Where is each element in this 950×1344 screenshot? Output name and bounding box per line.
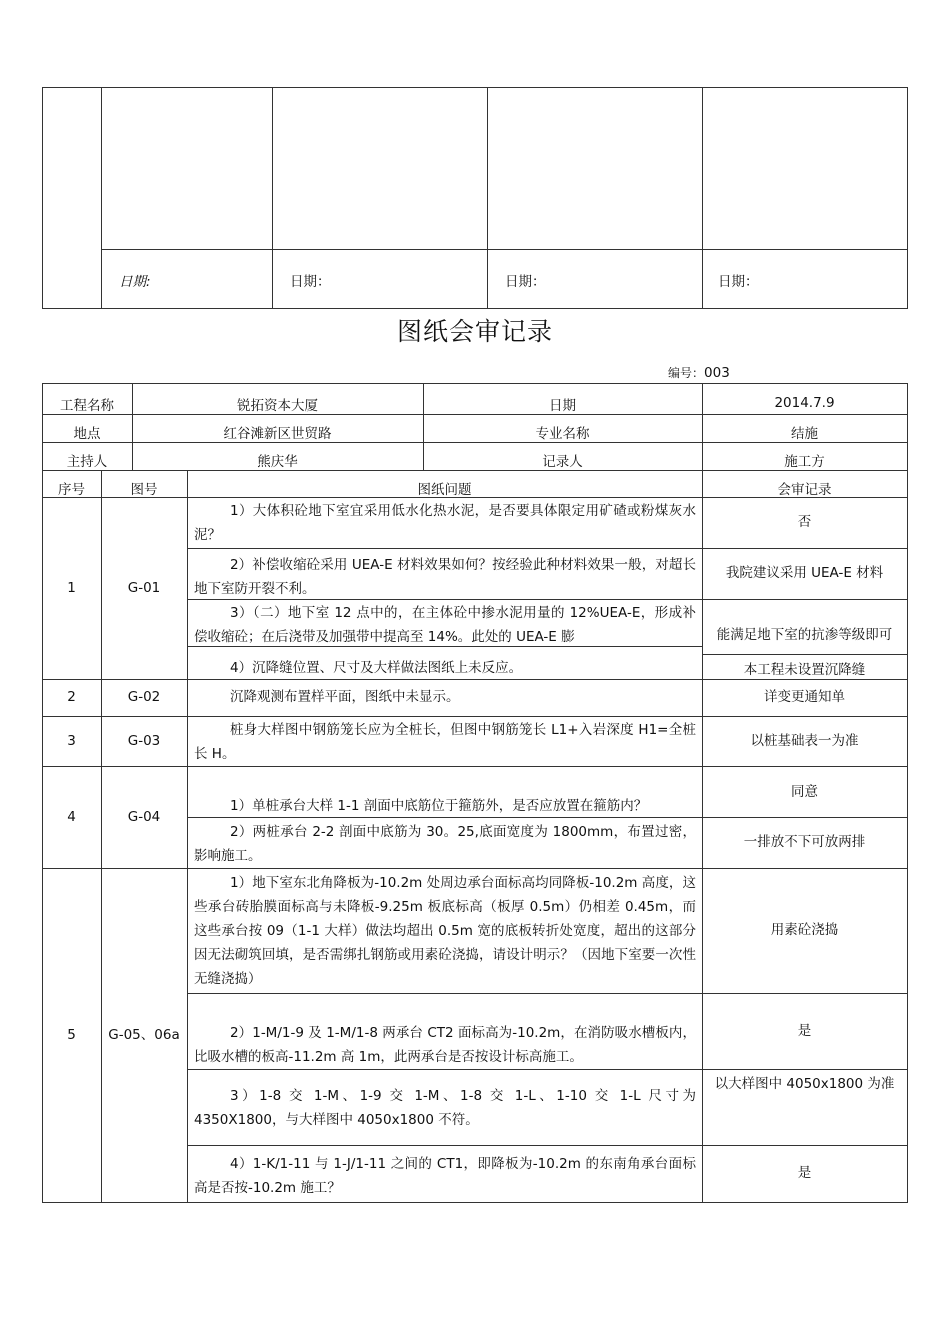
row-3-no: 3 (67, 732, 76, 749)
discipline-label: 专业名称 (535, 425, 590, 442)
header-drawing: 图号 (130, 481, 158, 498)
header-record: 会审记录 (777, 481, 832, 498)
row-5-question-4: 4）1-K/1-11 与 1-J/1-11 之间的 CT1，即降板为-10.2m 的东南角承台面标高是否按-10.2m 施工？ (194, 1156, 696, 1196)
row-1-record-4: 本工程未设置沉降缝 (743, 661, 866, 678)
row-2-no: 2 (67, 689, 76, 706)
date-value: 2014.7.9 (774, 394, 835, 411)
row-5-record-4: 是 (797, 1165, 812, 1182)
sign-date-4: 日期： (718, 274, 759, 290)
host-label: 主持人 (66, 453, 108, 470)
date-label: 日期 (549, 397, 576, 414)
page-title: 图纸会审记录 (396, 317, 553, 346)
row-2-question-1: 沉降观测布置样平面，图纸中未显示。 (230, 689, 460, 705)
row-3-record-1: 以桩基础表一为准 (750, 732, 859, 749)
sign-date-1: 日期: (119, 274, 151, 290)
header-question: 图纸问题 (417, 481, 472, 498)
row-5-record-3: 以大样图中 4050x1800 为准 (714, 1075, 895, 1092)
doc-number (668, 364, 730, 381)
row-4-question-2: 2）两桩承台 2-2 剖面中底筋为 30。25,底面宽度为 1800mm，布置过密，影响施工。 (194, 824, 696, 864)
row-1-question-2: 2）补偿收缩砼采用 UEA-E 材料效果如何？按经验此种材料效果一般，对超长地下室防开裂不利。 (194, 557, 696, 597)
row-3-question-1: 桩身大样图中钢筋笼长应为全桩长，但图中钢筋笼长 L1+入岩深度 H1=全桩长 H。 (194, 722, 696, 762)
row-5-no: 5 (67, 1026, 76, 1043)
row-1-drawing: G-01 (127, 579, 161, 596)
project-name-value: 锐拓资本大厦 (237, 397, 318, 414)
row-4-question-1: 1）单桩承台大样 1-1 剖面中底筋位于箍筋外，是否应放置在箍筋内？ (230, 798, 648, 814)
row-5-drawing: G-05、06a (108, 1026, 180, 1043)
row-1-record-2: 我院建议采用 UEA-E 材料 (725, 565, 884, 582)
recorder-value: 施工方 (784, 453, 825, 470)
row-1-record-1: 否 (797, 514, 812, 531)
row-5-record-1: 用素砼浇捣 (770, 922, 839, 939)
row-4-no: 4 (67, 808, 76, 825)
project-name-label: 工程名称 (60, 397, 114, 414)
doc-number-value: 003 (704, 365, 730, 381)
sign-date-3: 日期： (505, 274, 546, 290)
row-1-question-1: 1）大体积砼地下室宜采用低水化热水泥，是否要具体限定用矿碴或粉煤灰水泥？ (194, 503, 696, 543)
discipline-value: 结施 (791, 425, 818, 442)
location-value: 红谷滩新区世贸路 (223, 425, 332, 442)
row-1-record-3: 能满足地下室的抗渗等级即可 (716, 626, 893, 643)
row-2-record-1: 详变更通知单 (764, 689, 845, 706)
row-1-question-4: 4）沉降缝位置、尺寸及大样做法图纸上未反应。 (230, 660, 523, 676)
row-1-question-3: 3）（二）地下室 12 点中的，在主体砼中掺水泥用量的 12%UEA-E，形成补偿收缩砼；在后浇带及加强带中提高至 14%。此处的 UEA-E 膨 (194, 605, 696, 645)
header-no: 序号 (58, 481, 85, 498)
row-5-record-2: 是 (797, 1022, 812, 1039)
row-4-drawing: G-04 (127, 808, 161, 825)
row-1-no: 1 (67, 579, 76, 596)
row-5-question-2: 2）1-M/1-9 及 1-M/1-8 两承台 CT2 面标高为-10.2m，在消防吸水槽板内，比吸水槽的板高-11.2m 高 1m，此两承台是否按设计标高施工。 (194, 1025, 696, 1065)
host-value: 熊庆华 (257, 453, 298, 470)
doc-number-label: 编号： (668, 366, 705, 380)
row-4-record-2: 一排放不下可放两排 (743, 834, 866, 851)
row-5-question-1: 1）地下室东北角降板为-10.2m 处周边承台面标高均同降板-10.2m 高度，这些承台砖胎膜面标高与未降板-9.25m 板底标高（板厚 0.5m）仍相差 0.45m，而这些承台按 09（1-1 大样）做法均超出 0.5m 宽的底板转折处宽度，超出的这部分因无法砌筑回填，是否需绑扎钢筋或用素砼浇捣，请设计明示？（因地下室要一次性无缝浇捣） (194, 875, 696, 987)
row-2-drawing: G-02 (127, 689, 161, 706)
row-3-drawing: G-03 (127, 732, 161, 749)
location-label: 地点 (73, 425, 101, 442)
sign-date-2: 日期： (290, 274, 331, 290)
row-4-record-1: 同意 (791, 783, 818, 800)
recorder-label: 记录人 (542, 453, 583, 470)
row-5-question-3: 3）1-8 交 1-M、1-9 交 1-M、1-8 交 1-L、1-10 交 1-L 尺寸为 4350X1800，与大样图中 4050x1800 不符。 (194, 1088, 696, 1128)
